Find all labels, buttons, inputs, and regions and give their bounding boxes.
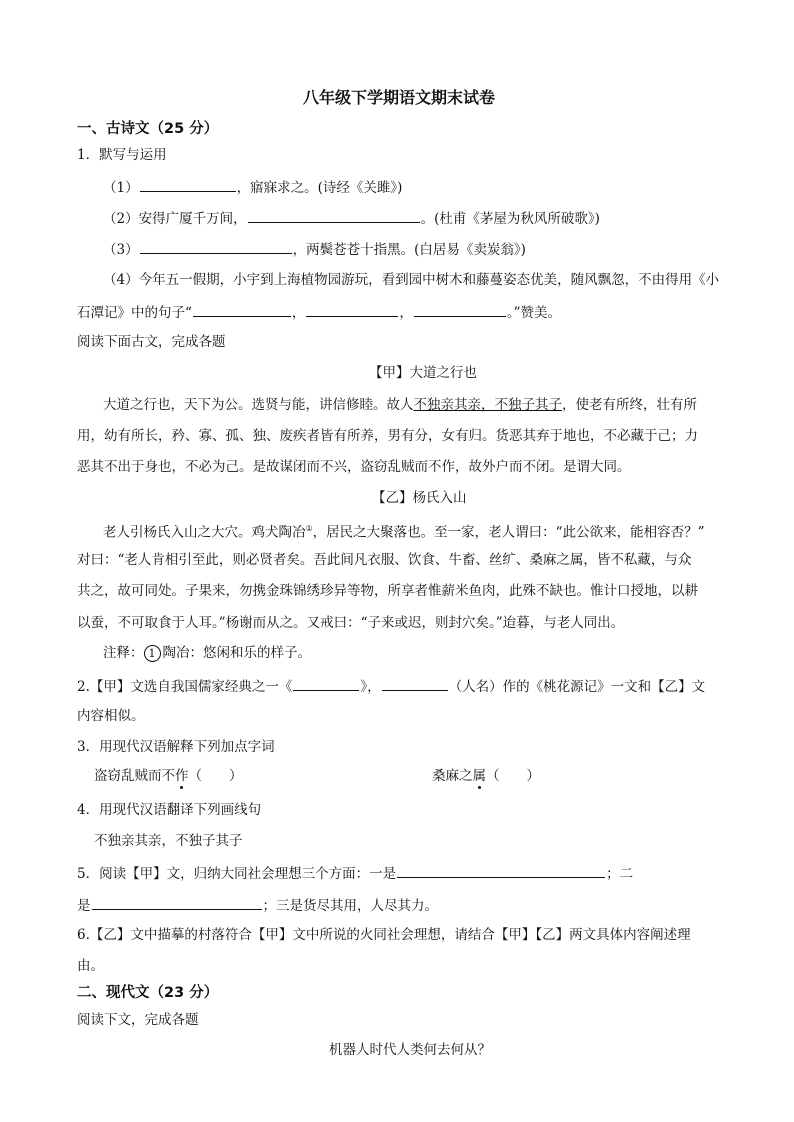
question-5-line-1: 5．阅读【甲】文，归纳大同社会理想三个方面：一是 ；二: [77, 862, 633, 884]
question-4-label: 4．用现代汉语翻译下列画线句: [77, 802, 262, 818]
question-5-line-2: 是 ；三是货尽其用，人尽其力。: [77, 894, 438, 916]
question-1-part-3: （3） ，两鬓苍苍十指黑。(白居易《卖炭翁》): [103, 238, 526, 260]
question-1-part-1: （1） ，寤寐求之。(诗经《关雎》): [103, 176, 402, 198]
article-title: 机器人时代人类何去何从？: [329, 1042, 491, 1058]
answer-blank[interactable]: [140, 176, 236, 192]
answer-blank[interactable]: [140, 238, 292, 254]
passage-jia-heading: 【甲】大道之行也: [369, 365, 477, 381]
question-2: 2.【甲】文选自我国儒家经典之一《 》， （人名）作的《桃花源记》一文和【乙】文: [77, 675, 705, 697]
question-4-sentence: 不独亲其亲，不独子其子: [94, 833, 243, 849]
question-1-part-2: （2）安得广厦千万间， 。(杜甫《茅屋为秋风所破歌》): [103, 207, 600, 229]
answer-blank[interactable]: [293, 675, 359, 691]
section-2-intro: 阅读下文，完成各题: [77, 1012, 199, 1028]
question-6-line-1: 6.【乙】文中描摹的村落符合【甲】文中所说的火同社会理想，请结合【甲】【乙】两文具体内容阐述理: [77, 927, 691, 943]
question-1-label: 1．默写与运用: [77, 147, 167, 163]
passage-yi-line-1: 老人引杨氏入山之大穴。鸡犬陶冶①，居民之大聚落也。至一家，老人谓曰：“此公欲来，能相容否？”: [103, 524, 705, 541]
question-6-line-2: 由。: [77, 958, 104, 974]
passage-jia-line-1: 大道之行也，天下为公。选贤与能，讲信修睦。故人不独亲其亲，不独子其子，使老有所终，壮有所: [103, 397, 697, 413]
question-2-line-2: 内容相似。: [77, 708, 145, 724]
footnote-marker: ①: [305, 524, 313, 533]
answer-blank[interactable]: [397, 862, 605, 878]
passage-jia-line-2: 用，幼有所长，矜、寡、孤、独、废疾者皆有所养，男有分，女有归。货恶其弃于地也，不必藏于己；力: [77, 428, 698, 444]
answer-blank[interactable]: [306, 301, 398, 317]
answer-blank[interactable]: [248, 207, 420, 223]
answer-slot[interactable]: （ ）: [486, 768, 540, 784]
question-3-label: 3．用现代汉语解释下列加点字词: [77, 739, 275, 755]
footnote-number: 1: [144, 645, 161, 662]
passage-yi-line-3: 共之，故可同处。子果来，勿携金珠锦绣珍异等物，所享者惟薪米鱼肉，此殊不缺也。惟计口授地，以耕: [77, 583, 698, 599]
answer-blank[interactable]: [92, 894, 262, 910]
dotted-character: 属: [472, 768, 486, 784]
passage-yi-line-2: 对曰：“老人肯相引至此，则必贤者矣。吾此间凡衣服、饮食、牛畜、丝纩、桑麻之属，皆不私藏，与众: [77, 552, 692, 568]
question-3-item-2: 桑麻之属（ ）: [432, 768, 540, 784]
answer-slot[interactable]: （ ）: [188, 768, 243, 784]
question-1-part-4-line-1: （4）今年五一假期，小宇到上海植物园游玩，看到园中树木和藤蔓姿态优美，随风飘忽，不由得用《小: [103, 272, 720, 288]
section-2-heading: 二、现代文（23 分）: [77, 985, 219, 1001]
dotted-character: 作: [175, 768, 189, 784]
answer-blank[interactable]: [414, 301, 506, 317]
exam-title: 八年级下学期语文期末试卷: [303, 88, 496, 107]
footnote: 注释： 1 陶冶：悠闲和乐的样子。: [103, 645, 311, 661]
passage-jia-line-3: 恶其不出于身也，不必为己。是故谋闭而不兴，盗窃乱贼而不作，故外户而不闭。是谓大同。: [77, 459, 631, 475]
question-1-part-4-line-2: 石潭记》中的句子“ ， ， 。”赞美。: [77, 301, 561, 323]
reading-intro: 阅读下面古文，完成各题: [77, 334, 226, 350]
answer-blank[interactable]: [382, 675, 448, 691]
passage-yi-line-4: 以蚕，不可取食于人耳。”杨谢而从之。又戒曰：“子来或迟，则封穴矣。”迨暮，与老人同出。: [77, 615, 625, 631]
underlined-sentence: 不独亲其亲，不独子其子: [413, 397, 562, 413]
question-3-item-1: 盗窃乱贼而不作（ ）: [94, 768, 243, 784]
section-1-heading: 一、古诗文（25 分）: [77, 121, 219, 137]
passage-yi-heading: 【乙】杨氏入山: [372, 490, 467, 506]
answer-blank[interactable]: [193, 301, 291, 317]
